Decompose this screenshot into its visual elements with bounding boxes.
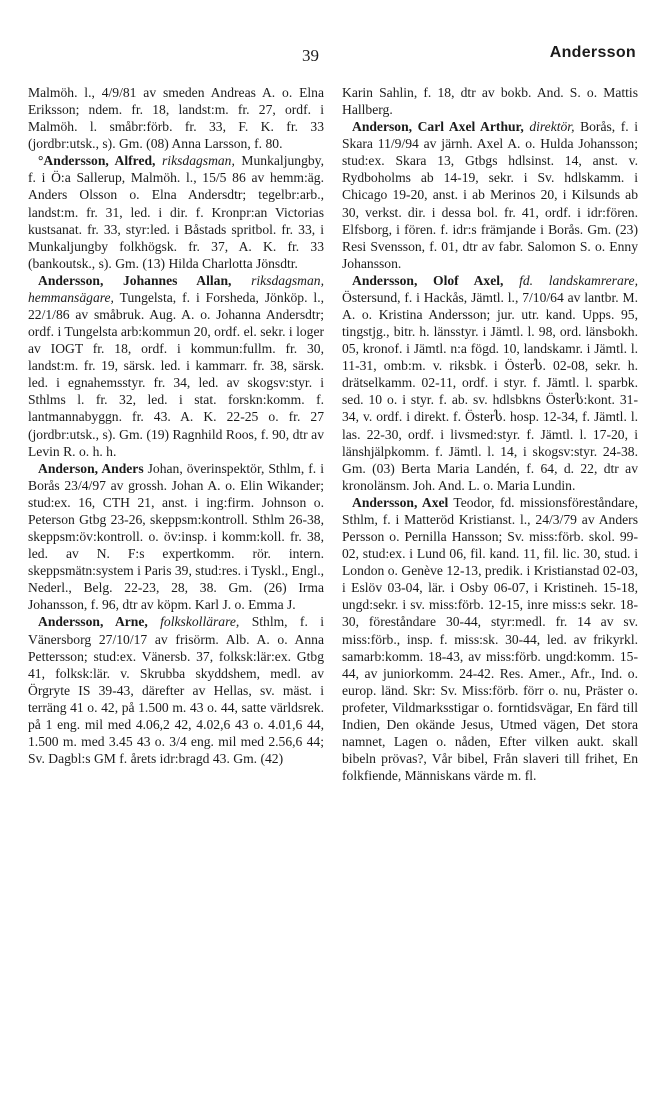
right-column xyxy=(342,84,638,784)
biography-entry xyxy=(28,613,324,767)
entry-text: Östersund, f. i Hackås, Jämtl. l., 7/10/64 av lantbr. M. A. o. Kristina Andersson; jur. utr. kand. Upps. 95, tingstjg., bitr. h. länsstyr. i Jämtl. l. 98, ord. länsbokh. 05, kronof. i Jämtl. n:a fögd. 10, landskamr. i Jämtl. l. 11-31, omb:m. v. riksbk. i Österს. 02-08, sekr. h. drätselkamm. 02-11, ordf. i styr. f. Jämtl. l. sparbk. sed. 10 o. i styr. f. ab. sv. hdlsbkns Österს:kont. 31-34, v. ordf. i direkt. f. Österს. hosp. 12-34, f. Jämtl. l. las. 22-30, ordf. i livsmed:styr. f. Jämtl. l. 17-20, i länshjälpkomm. f. Jämtl. l. 14, i skogsv:styr. 24-38. Gm. (03) Berta Maria Landén, f. 64, d. 22, dtr av kronolänsm. Joh. And. L. o. Maria Lundin. xyxy=(342,289,638,493)
entry-title: direktör, xyxy=(529,119,575,135)
entry-name: °Andersson, Alfred, xyxy=(38,153,156,169)
entry-text: Tungelsta, f. i Forsheda, Jönköp. l., 22/1/86 av småbruk. Aug. A. o. Johanna Andersdtr; ordf. i Tungelsta arb:kommun 20, ordf. el. sekr. i loger av IOGT fr. 18, ordf. i kommun:fullm. fr. 30, landst:m. fr. 19, särsk. led. i kammarr. fr. 38, särsk. led. i egnahemsstyr. fr. 34, led. av skogsv:styr. i Sthlms l. fr. 32, led. i stat. forskn:komm. f. lantmannabyggn. fr. 43. A. K. 22-25 o. fr. 27 (jordbr:utsk., s). Gm. (19) Ragnhild Roos, f. 90, dtr av Levin R. o. h. h. xyxy=(28,289,325,459)
entry-name: Andersson, Arne, xyxy=(38,614,148,630)
biography-entry xyxy=(342,494,638,784)
entry-name: Anderson, Carl Axel Arthur, xyxy=(352,119,524,135)
entry-text: Sthlm, f. i Vänersborg 27/10/17 av frisörm. Alb. A. o. Anna Pettersson; stud:ex. Vänersb. 37, folksk:lär:ex. Gtbg 41, folksk:lär. v. Skrubba skyddshem, medl. av Örgryte IS 39-43, därefter av Hellas, sv. mäst. i terräng 41 o. 42, på 1.500 m. 43 o. 44, satte världsrek. på 1 eng. mil med 4.06,2 42, 4.02,6 43 o. 4.01,6 44, 1.500 m. med 3.45 43 o. 3/4 eng. mil med 2.56,6 44; Sv. Dagbl:s GM f. årets idr:bragd 43. Gm. (42) xyxy=(28,614,324,767)
entry-text: Munkaljungby, f. i Ö:a Sallerup, Malmöh. l., 15/5 86 av hemm:äg. Anders Olsson o. Elna Andersdtr; tegelbr:arb., landst:m. fr. 31, led. i dir. f. Kronpr:an Victorias kustsanat. fr. 33, styr:led. i Båstads spritbol. fr. 33, i Munkaljungby folkhögsk. fr. 37, A. K. fr. 33 (bankoutsk., s). Gm. (13) Hilda Charlotta Jönsdtr. xyxy=(28,153,324,271)
biography-entry xyxy=(28,152,324,272)
entry-name: Andersson, Axel xyxy=(352,494,449,510)
entry-title: riksdagsman, xyxy=(162,153,235,169)
entry-text: Karin Sahlin, f. 18, dtr av bokb. And. S. o. Mattis Hallberg. xyxy=(342,85,638,118)
entry-text: Teodor, fd. missionsföreståndare, Sthlm, f. i Matteröd Kristianst. l., 24/3/79 av Anders Persson o. Pernilla Hansson; Sv. miss:förb. skol. 99-02, stud:ex. i Lund 06, fil. kand. 11, fil. lic. 30, stud. i London o. Genève 12-13, predik. i Kristianstad 02-03, i Eslöv 03-04, lär. i Osby 06-07, i Kristineh. 15-18, ungd:sekr. i sv. miss:förb. 12-15, inre miss:s sekr. 18-30, föreståndare 30-44, styr:medl. fr. 14 av sv. miss:förb., insp. f. miss:sk. 30-44, led. av frikyrkl. samarb:komm. 18-43, av miss:förb. ungd:komm. 15-44, av juniorkomm. 24-42. Res. Amer., Afr., Ind. o. europ. länd. Skr: Sv. Miss:förb. förr o. nu, Präster o. profeter, Vildmarksstigar o. forntidsvägar, En färd till Indien, Den okände Jesus, Utmed vägen, Det stora namnet, Lagen o. nåden, Efter vilken aukt. skall bibeln prövas?, Vår bibel, Från slaveri till frihet, En folkfiende, Människans värde m. fl. xyxy=(342,494,639,784)
entry-title: fd. landskamrerare, xyxy=(519,272,638,288)
biography-entry xyxy=(28,460,324,614)
biography-entry xyxy=(342,272,638,494)
running-head: Andersson xyxy=(549,44,636,61)
entry-title: folkskollärare, xyxy=(160,614,240,630)
entry-name: Anderson, Anders xyxy=(38,460,144,476)
biography-entry xyxy=(342,118,638,272)
entry-text: Malmöh. l., 4/9/81 av smeden Andreas A. o. Elna Eriksson; ndem. fr. 18, landst:m. fr. 27, ordf. i Malmöh. l. småbr:förb. fr. 33, F. K. fr. 33 (jordbr:utsk., s). Gm. (08) Anna Larsson, f. 80. xyxy=(28,85,324,152)
biography-entry xyxy=(28,84,324,152)
biography-entry xyxy=(342,84,638,118)
page-number: 39 xyxy=(302,46,319,65)
entry-name: Andersson, Johannes Allan, xyxy=(38,272,232,288)
entry-text: Borås, f. i Skara 11/9/94 av järnh. Axel A. o. Hulda Johansson; stud:ex. Skara 13, Gtbgs hdlsinst. 14, anst. v. Rydboholms ab 14-19, sekr. i Sv. hdlskamm. i Chicago 19-20, anst. i ab Merinos 20, i Kilsunds ab 30, verkst. dir. i dessa bol. fr. 41, ordf. i idr:fören. Elfsborg, i fören. f. idr:s främjande i Borås. Gm. (23) Resi Svensson, f. 01, dtr av fabr. Salomon S. o. Enny Johansson. xyxy=(342,119,638,271)
entry-name: Andersson, Olof Axel, xyxy=(352,272,504,288)
entry-text: Johan, överinspektör, Sthlm, f. i Borås 23/4/97 av grossh. Johan A. o. Elin Wikander; stud:ex. 16, CTH 21, anst. i ing:firm. Johnson o. Peterson Gtbg 23-26, skeppsm:kontroll. Sthlm 26-38, skeppsm:öv:kontroll. o. öv:insp. i komm:koll. fr. 38, led. av N. F:s expertkomm. rör. intern. skeppsmätn:system i Paris 39, stud:res. i Tyskl., Engl., Nederl., Belg. 22-23, 28, 38. Gm. (26) Irma Johansson, f. 96, dtr av köpm. Karl J. o. Emma J. xyxy=(28,460,324,613)
left-column xyxy=(28,84,324,767)
entry-title: riksdagsman, hemmansägare, xyxy=(28,272,324,305)
biography-entry xyxy=(28,272,324,460)
